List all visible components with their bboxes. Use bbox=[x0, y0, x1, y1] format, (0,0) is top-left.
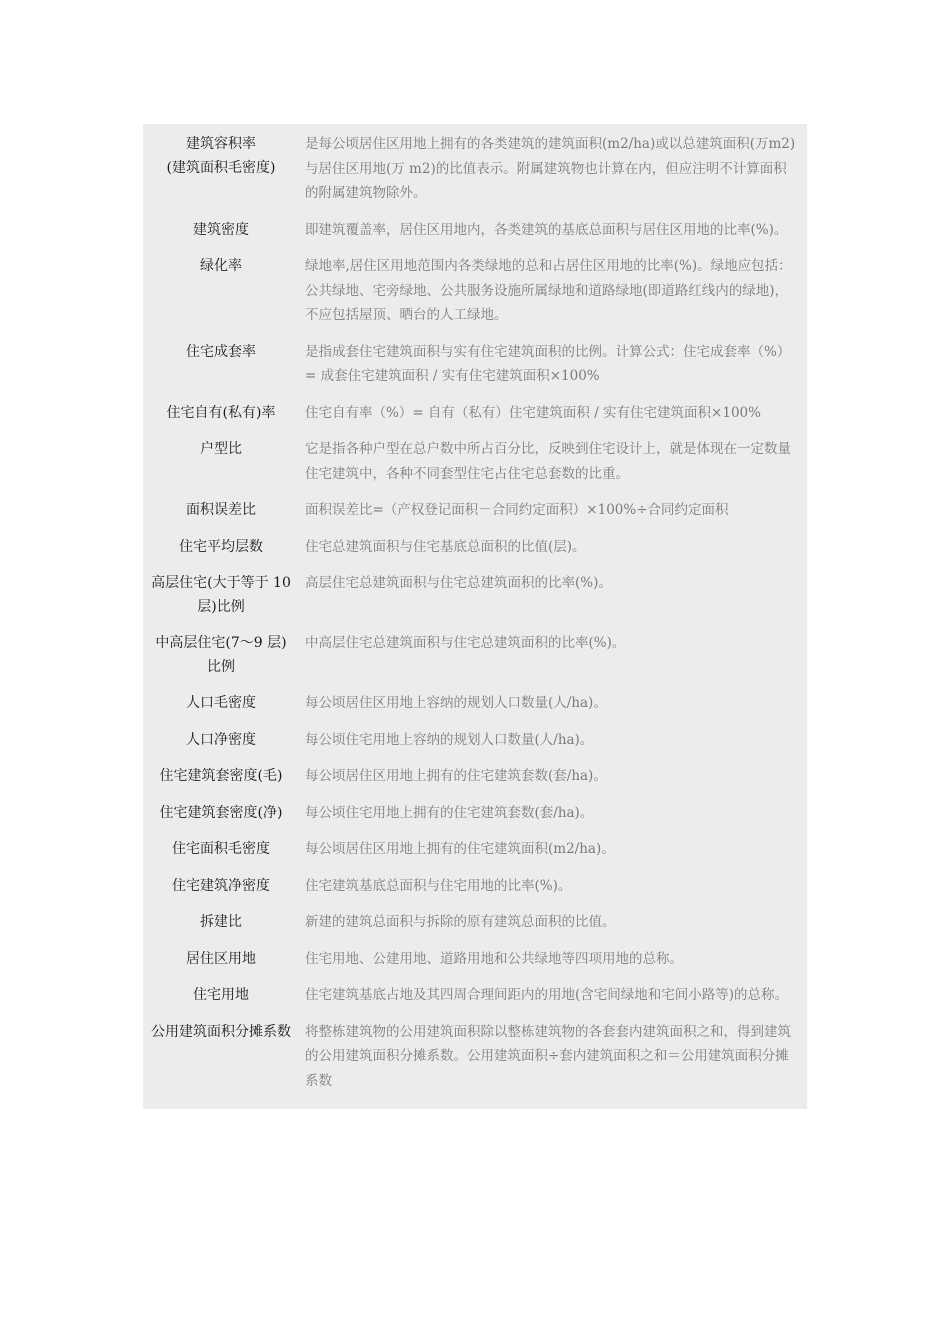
term-label: 面积误差比 bbox=[186, 502, 256, 518]
term-label: 住宅建筑套密度(净) bbox=[159, 804, 283, 821]
term-label: 住宅面积毛密度 bbox=[172, 841, 270, 857]
definition-row bbox=[143, 631, 807, 679]
term-label: 中高层住宅(7～9 层)比例 bbox=[155, 635, 287, 675]
term-definition: 每公顷居住区用地上拥有的住宅建筑面积(m2/ha)。 bbox=[305, 841, 615, 857]
definition-row bbox=[143, 498, 807, 523]
term-label: 建筑容积率 (建筑面积毛密度) bbox=[166, 136, 276, 176]
definition-row bbox=[143, 910, 807, 935]
definition-row bbox=[143, 691, 807, 716]
term-label: 人口毛密度 bbox=[186, 695, 256, 711]
term-label: 居住区用地 bbox=[186, 950, 256, 967]
term-definition: 中高层住宅总建筑面积与住宅总建筑面积的比率(%)。 bbox=[305, 635, 626, 651]
term-definition: 绿地率,居住区用地范围内各类绿地的总和占居住区用地的比率(%)。绿地应包括：公共绿地、宅旁绿地、公共服务设施所属绿地和道路绿地(即道路红线内的绿地)，不应包括屋顶、晒台的人工绿地。 bbox=[305, 258, 792, 323]
term-definition: 住宅建筑基底总面积与住宅用地的比率(%)。 bbox=[305, 877, 572, 894]
definition-row bbox=[143, 340, 807, 389]
term-definition: 即建筑覆盖率，居住区用地内，各类建筑的基底总面积与居住区用地的比率(%)。 bbox=[305, 221, 788, 238]
definition-row bbox=[143, 728, 807, 753]
definition-row bbox=[143, 764, 807, 789]
term-definition: 每公顷居住区用地上拥有的住宅建筑套数(套/ha)。 bbox=[305, 768, 607, 784]
term-definition: 面积误差比=（产权登记面积－合同约定面积）×100%÷合同约定面积 bbox=[305, 502, 729, 518]
term-definition: 是指成套住宅建筑面积与实有住宅建筑面积的比例。计算公式：住宅成套率（%）= 成套住宅建筑面积 / 实有住宅建筑面积×100% bbox=[305, 343, 791, 384]
definition-row bbox=[143, 218, 807, 243]
term-label: 住宅建筑净密度 bbox=[172, 877, 270, 894]
term-label: 人口净密度 bbox=[186, 731, 256, 748]
term-label: 公用建筑面积分摊系数 bbox=[151, 1023, 291, 1040]
definition-row bbox=[143, 983, 807, 1008]
term-label: 住宅建筑套密度(毛) bbox=[159, 768, 283, 784]
definition-row bbox=[143, 132, 807, 206]
definition-row bbox=[143, 401, 807, 426]
term-definition: 高层住宅总建筑面积与住宅总建筑面积的比率(%)。 bbox=[305, 575, 612, 591]
definition-row bbox=[143, 571, 807, 619]
definition-row bbox=[143, 837, 807, 862]
term-label: 高层住宅(大于等于 10 层)比例 bbox=[151, 575, 291, 615]
term-label: 住宅用地 bbox=[193, 987, 249, 1003]
definition-row bbox=[143, 437, 807, 486]
term-definition: 每公顷住宅用地上容纳的规划人口数量(人/ha)。 bbox=[305, 731, 594, 748]
definition-row bbox=[143, 535, 807, 560]
term-label: 住宅成套率 bbox=[186, 343, 256, 360]
term-definition: 住宅建筑基底占地及其四周合理间距内的用地(含宅间绿地和宅间小路等)的总称。 bbox=[305, 987, 789, 1003]
term-definition: 是每公顷居住区用地上拥有的各类建筑的建筑面积(m2/ha)或以总建筑面积(万m2)与居住区用地(万 m2)的比值表示。附属建筑物也计算在内，但应注明不计算面积的附属建筑物除外。 bbox=[305, 136, 796, 201]
term-definition: 住宅自有率（%）= 自有（私有）住宅建筑面积 / 实有住宅建筑面积×100% bbox=[305, 404, 761, 421]
term-definition: 新建的建筑总面积与拆除的原有建筑总面积的比值。 bbox=[305, 914, 616, 930]
definition-row bbox=[143, 801, 807, 826]
term-label: 拆建比 bbox=[200, 914, 242, 930]
term-label: 建筑密度 bbox=[193, 221, 249, 238]
term-definition: 它是指各种户型在总户数中所占百分比，反映到住宅设计上，就是体现在一定数量住宅建筑中，各种不同套型住宅占住宅总套数的比重。 bbox=[305, 441, 791, 482]
definition-row bbox=[143, 874, 807, 899]
term-label: 住宅平均层数 bbox=[179, 538, 263, 555]
term-definition: 每公顷住宅用地上拥有的住宅建筑套数(套/ha)。 bbox=[305, 804, 594, 821]
term-definition: 每公顷居住区用地上容纳的规划人口数量(人/ha)。 bbox=[305, 695, 607, 711]
term-definition: 将整栋建筑物的公用建筑面积除以整栋建筑物的各套套内建筑面积之和，得到建筑的公用建筑面积分摊系数。公用建筑面积÷套内建筑面积之和＝公用建筑面积分摊系数 bbox=[305, 1023, 791, 1089]
definitions-table bbox=[143, 124, 807, 1109]
definition-row bbox=[143, 254, 807, 328]
definition-row bbox=[143, 1020, 807, 1094]
term-label: 户型比 bbox=[200, 441, 242, 457]
term-definition: 住宅用地、公建用地、道路用地和公共绿地等四项用地的总称。 bbox=[305, 950, 683, 967]
term-definition: 住宅总建筑面积与住宅基底总面积的比值(层)。 bbox=[305, 538, 586, 555]
term-label: 绿化率 bbox=[200, 258, 242, 274]
term-label: 住宅自有(私有)率 bbox=[166, 404, 276, 421]
definition-row bbox=[143, 947, 807, 972]
